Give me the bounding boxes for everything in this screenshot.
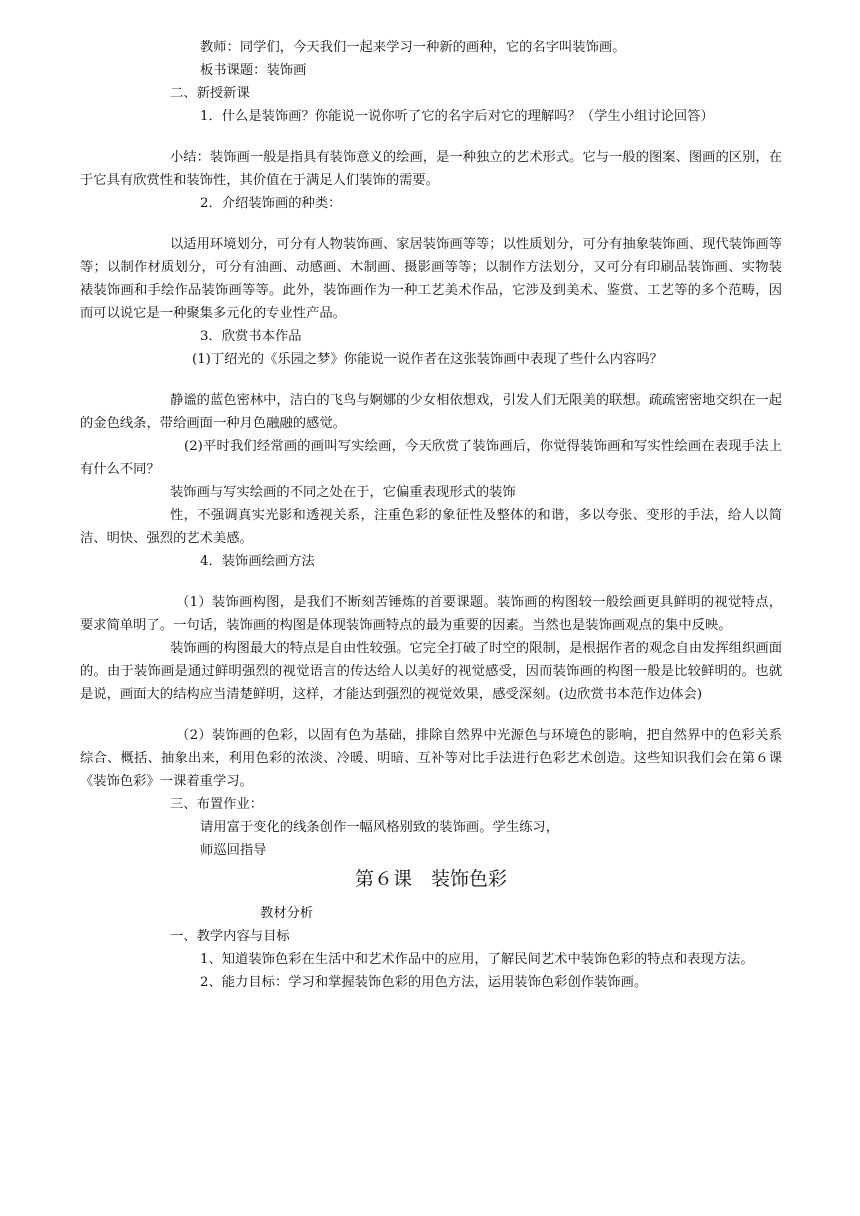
difference-line: 装饰画与写实绘画的不同之处在于，它偏重表现形式的装饰	[170, 485, 516, 500]
composition-feature-paragraph: 装饰画的构图最大的特点是自由性较强。它完全打破了时空的限制，是根据作者的观念自由发挥组织画面的。由于装饰画是通过鲜明强烈的视觉语言的传达给人以美好的视觉感受，因而装饰画的构图一般是比较鲜明的。也就是说，画面大的结构应当清楚鲜明，这样，才能达到强烈的视觉效果，感受深刻。(边欣赏书本范作边体会)	[80, 641, 782, 702]
difference-paragraph: 性，不强调真实光影和透视关系，注重色彩的象征性及整体的和谐，多以夸张、变形的手法，给人以简洁、明快、强烈的艺术美感。	[80, 508, 782, 546]
teacher-line: 教师：同学们，今天我们一起来学习一种新的画种，它的名字叫装饰画。	[200, 40, 626, 55]
types-paragraph: 以适用环境划分，可分有人物装饰画、家居装饰画等等；以性质划分，可分有抽象装饰画、现代装饰画等等；以制作材质划分，可分有油画、动感画、木制画、摄影画等等；以制作方法划分，又可分有印刷品装饰画、实物装裱装饰画和手绘作品装饰画等等。此外，装饰画作为一种工艺美术作品，它涉及到美术、鉴赏、工艺等的多个范畴，因而可以说它是一种聚集多元化的专业性产品。	[80, 237, 782, 321]
artwork-description: 静谧的蓝色密林中，洁白的飞鸟与婀娜的少女相依想戏，引发人们无限美的联想。疏疏密密地交织在一起的金色线条，带给画面一种月色融融的感觉。	[80, 393, 782, 431]
color-paragraph: （2）装饰画的色彩，以固有色为基础，排除自然界中光源色与环境色的影响，把自然界中的色彩关系综合、概括、抽象出来，利用色彩的浓淡、冷暖、明暗、互补等对比手法进行色彩艺术创造。这些知识我们会在第６课《装饰色彩》一课着重学习。	[80, 728, 782, 789]
section-heading-new-lesson: 二、新授新课	[170, 86, 250, 101]
point-2-heading: 2．介绍装饰画的种类：	[200, 196, 342, 211]
composition-paragraph: （1）装饰画构图，是我们不断刻苦锤炼的首要课题。装饰画的构图较一般绘画更具鲜明的视觉特点，要求简单明了。一句话，装饰画的构图是体现装饰画特点的最为重要的因素。当然也是装饰画观点的集中反映。	[80, 595, 782, 633]
question-3-1: (1)丁绍光的《乐园之梦》你能说一说作者在这张装饰画中表现了些什么内容吗？	[192, 352, 663, 367]
teacher-guidance-line: 师巡回指导	[200, 843, 267, 858]
point-3-heading: 3．欣赏书本作品	[200, 329, 302, 344]
question-3-2: (2)平时我们经常画的画叫写实绘画，今天欣赏了装饰画后，你觉得装饰画和写实性绘画在表现手法上有什么不同？	[80, 439, 782, 477]
point-4-heading: 4．装饰画绘画方法	[200, 554, 315, 569]
goal-2-line: 2、能力目标：学习和掌握装饰色彩的用色方法，运用装饰色彩创作装饰画。	[200, 975, 648, 990]
lesson-title: 第６课 装饰色彩	[354, 868, 507, 890]
goal-1-paragraph: 1、知道装饰色彩在生活中和艺术作品中的应用，了解民间艺术中装饰色彩的特点和表现方法。	[200, 952, 754, 967]
section-heading-content-goals: 一、教学内容与目标	[170, 929, 290, 944]
textbook-analysis-heading: 教材分析	[260, 906, 314, 921]
section-heading-homework: 三、布置作业：	[170, 797, 264, 812]
board-title-line: 板书课题：装饰画	[200, 63, 307, 78]
question-1: 1．什么是装饰画？你能说一说你听了它的名字后对它的理解吗？（学生小组讨论回答）	[200, 109, 714, 124]
summary-paragraph: 小结：装饰画一般是指具有装饰意义的绘画，是一种独立的艺术形式。它与一般的图案、图画的区别，在于它具有欣赏性和装饰性，其价值在于满足人们装饰的需要。	[80, 150, 782, 188]
homework-line: 请用富于变化的线条创作一幅风格别致的装饰画。学生练习，	[200, 820, 560, 835]
document-page	[80, 36, 782, 994]
